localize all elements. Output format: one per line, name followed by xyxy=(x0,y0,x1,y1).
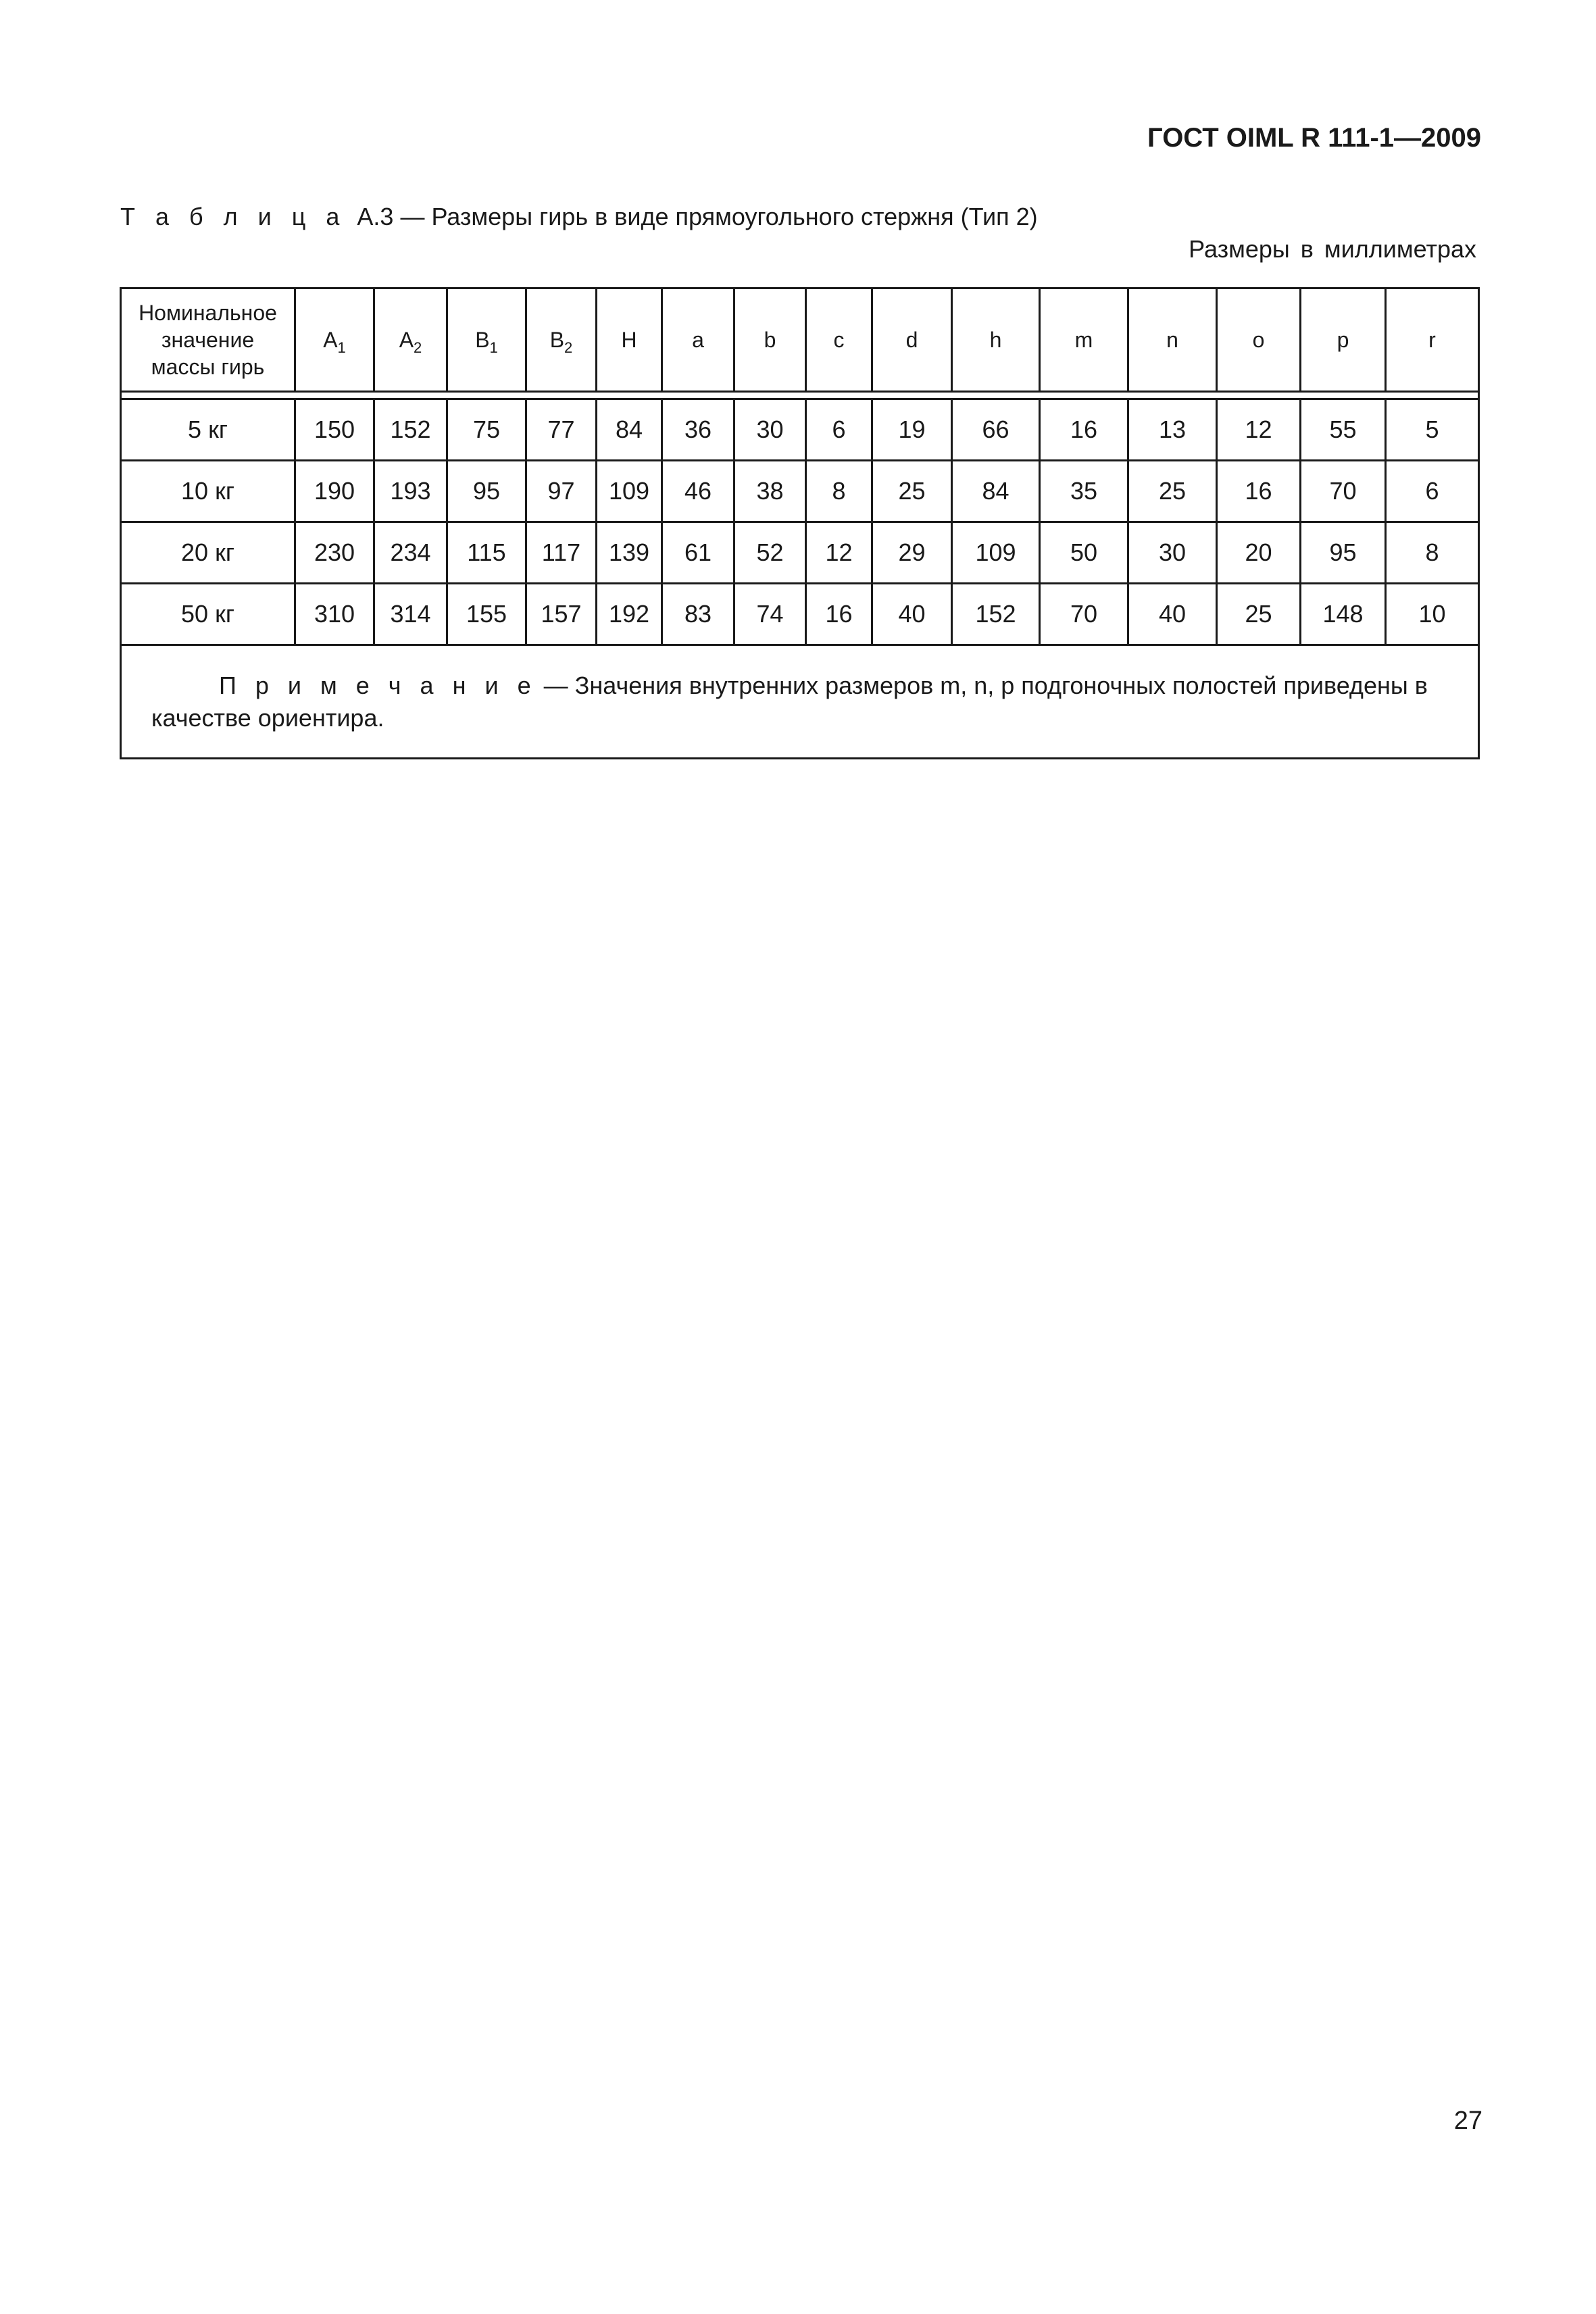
table-cell: 310 xyxy=(295,584,374,645)
table-cell: 25 xyxy=(1128,461,1217,522)
column-header xyxy=(734,288,806,392)
column-header xyxy=(1386,288,1479,392)
header-nominal-mass-line: Номинальное xyxy=(139,301,277,325)
table-cell: 16 xyxy=(1217,461,1301,522)
column-header xyxy=(806,288,872,392)
table-cell: 46 xyxy=(662,461,734,522)
table-header-row xyxy=(121,288,1479,392)
column-header xyxy=(597,288,662,392)
table-row xyxy=(121,399,1479,461)
table-cell: 10 xyxy=(1386,584,1479,645)
note-label: П р и м е ч а н и е xyxy=(219,671,537,699)
column-header-symbol: m xyxy=(1074,328,1093,352)
header-nominal-mass xyxy=(121,288,295,392)
table-cell: 75 xyxy=(447,399,526,461)
column-header xyxy=(1040,288,1128,392)
table-cell: 70 xyxy=(1301,461,1386,522)
table-cell: 84 xyxy=(952,461,1040,522)
table-cell: 8 xyxy=(806,461,872,522)
table-cell: 192 xyxy=(597,584,662,645)
row-mass-label: 50 кг xyxy=(121,584,295,645)
table-caption xyxy=(120,203,1038,231)
table-cell: 50 xyxy=(1040,522,1128,584)
table-cell: 230 xyxy=(295,522,374,584)
table-cell: 139 xyxy=(597,522,662,584)
column-header xyxy=(662,288,734,392)
table-cell: 95 xyxy=(1301,522,1386,584)
column-header-symbol: b xyxy=(764,328,776,352)
table-cell: 152 xyxy=(374,399,447,461)
table-cell: 55 xyxy=(1301,399,1386,461)
table-cell: 19 xyxy=(872,399,952,461)
column-header xyxy=(872,288,952,392)
column-header xyxy=(1301,288,1386,392)
column-header xyxy=(952,288,1040,392)
table-cell: 70 xyxy=(1040,584,1128,645)
table-cell: 148 xyxy=(1301,584,1386,645)
table-cell: 66 xyxy=(952,399,1040,461)
table-cell: 97 xyxy=(526,461,597,522)
table-cell: 109 xyxy=(952,522,1040,584)
table-cell: 190 xyxy=(295,461,374,522)
column-header-symbol: B xyxy=(475,328,490,352)
table-cell: 115 xyxy=(447,522,526,584)
column-header xyxy=(447,288,526,392)
table-cell: 84 xyxy=(597,399,662,461)
table-cell: 95 xyxy=(447,461,526,522)
column-header-symbol: d xyxy=(905,328,918,352)
row-mass-label: 5 кг xyxy=(121,399,295,461)
note-text: — Значения внутренних размеров m, n, p подгоночных полостей приведены в качестве ориентира. xyxy=(151,671,1428,732)
table-row xyxy=(121,584,1479,645)
column-header-subscript: 2 xyxy=(414,339,422,356)
column-header xyxy=(295,288,374,392)
table-cell: 40 xyxy=(1128,584,1217,645)
table-cell: 155 xyxy=(447,584,526,645)
header-nominal-mass-line: массы гирь xyxy=(151,355,265,379)
column-header-symbol: A xyxy=(323,328,338,352)
table-cell: 16 xyxy=(1040,399,1128,461)
note-row xyxy=(121,645,1479,759)
column-header-symbol: H xyxy=(621,328,637,352)
header-separator-row xyxy=(121,392,1479,399)
document-code: ГОСТ OIML R 111-1—2009 xyxy=(1147,123,1481,153)
column-header xyxy=(1217,288,1301,392)
column-header-symbol: r xyxy=(1428,328,1436,352)
table-cell: 25 xyxy=(872,461,952,522)
column-header xyxy=(374,288,447,392)
table-cell: 109 xyxy=(597,461,662,522)
table-cell: 8 xyxy=(1386,522,1479,584)
table-cell: 77 xyxy=(526,399,597,461)
column-header-symbol: A xyxy=(399,328,414,352)
table-cell: 193 xyxy=(374,461,447,522)
table-cell: 6 xyxy=(1386,461,1479,522)
column-header-symbol: o xyxy=(1252,328,1265,352)
table-row xyxy=(121,522,1479,584)
column-header-symbol: a xyxy=(692,328,704,352)
table-cell: 38 xyxy=(734,461,806,522)
table-caption-text: А.3 — Размеры гирь в виде прямоугольного стержня (Тип 2) xyxy=(357,203,1038,230)
header-nominal-mass-line: значение xyxy=(161,328,255,352)
column-header-symbol: h xyxy=(989,328,1002,352)
units-note: Размеры в миллиметрах xyxy=(1189,235,1476,263)
table-cell: 16 xyxy=(806,584,872,645)
table-cell: 52 xyxy=(734,522,806,584)
table-cell: 30 xyxy=(1128,522,1217,584)
row-mass-label: 10 кг xyxy=(121,461,295,522)
table-cell: 74 xyxy=(734,584,806,645)
table-note xyxy=(121,645,1479,759)
table-cell: 234 xyxy=(374,522,447,584)
table-cell: 6 xyxy=(806,399,872,461)
column-header-subscript: 1 xyxy=(489,339,498,356)
table-cell: 150 xyxy=(295,399,374,461)
table-cell: 35 xyxy=(1040,461,1128,522)
table-cell: 36 xyxy=(662,399,734,461)
table-caption-label: Т а б л и ц а xyxy=(120,203,347,230)
table-cell: 152 xyxy=(952,584,1040,645)
table-cell: 29 xyxy=(872,522,952,584)
page-number: 27 xyxy=(1453,2107,1482,2135)
table-cell: 83 xyxy=(662,584,734,645)
dimensions-table xyxy=(120,287,1480,759)
column-header-symbol: n xyxy=(1166,328,1178,352)
table-cell: 13 xyxy=(1128,399,1217,461)
table-cell: 20 xyxy=(1217,522,1301,584)
table-cell: 61 xyxy=(662,522,734,584)
table-cell: 12 xyxy=(1217,399,1301,461)
table-cell: 5 xyxy=(1386,399,1479,461)
column-header-symbol: c xyxy=(833,328,845,352)
table-cell: 30 xyxy=(734,399,806,461)
row-mass-label: 20 кг xyxy=(121,522,295,584)
table-cell: 12 xyxy=(806,522,872,584)
header-separator xyxy=(121,392,1479,399)
table-row xyxy=(121,461,1479,522)
column-header xyxy=(526,288,597,392)
table-cell: 25 xyxy=(1217,584,1301,645)
column-header-symbol: B xyxy=(549,328,565,352)
table-cell: 117 xyxy=(526,522,597,584)
column-header-symbol: p xyxy=(1337,328,1349,352)
column-header-subscript: 2 xyxy=(564,339,573,356)
table-cell: 314 xyxy=(374,584,447,645)
column-header xyxy=(1128,288,1217,392)
table-cell: 40 xyxy=(872,584,952,645)
column-header-subscript: 1 xyxy=(337,339,346,356)
table-cell: 157 xyxy=(526,584,597,645)
